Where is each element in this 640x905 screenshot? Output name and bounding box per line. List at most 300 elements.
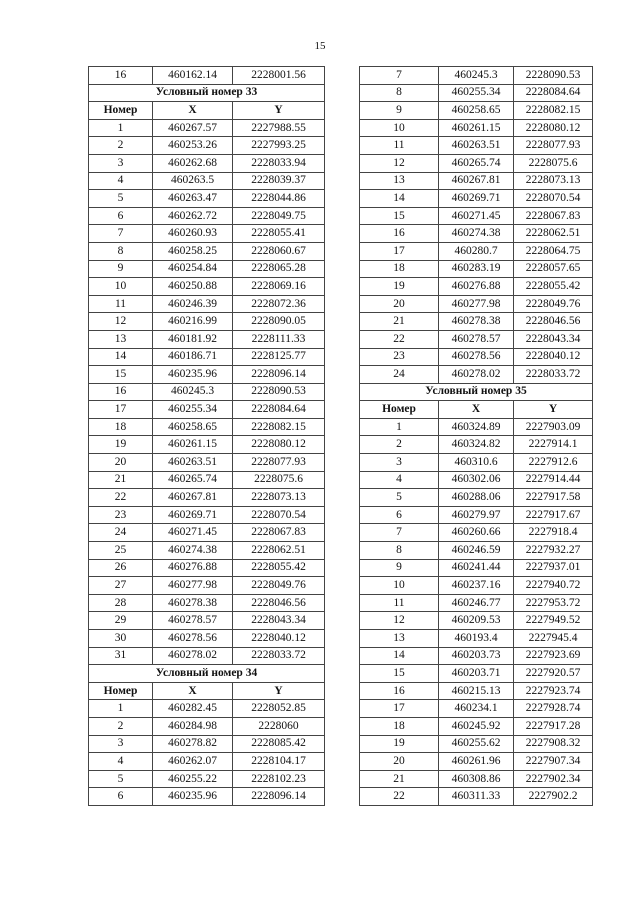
y-coordinate-cell: 2228084.64 [514, 84, 593, 102]
point-number-cell: 30 [89, 630, 153, 648]
point-number-cell: 2 [360, 436, 439, 454]
y-coordinate-cell: 2227937.01 [514, 559, 593, 577]
table-row [89, 542, 325, 560]
table-row [89, 577, 325, 595]
table-row [360, 542, 593, 560]
y-coordinate-cell: 2227928.74 [514, 700, 593, 718]
point-number-cell: 22 [360, 330, 439, 348]
x-coordinate-cell: 460237.16 [439, 577, 514, 595]
table-row [360, 436, 593, 454]
table-row [89, 295, 325, 313]
x-coordinate-cell: 460261.15 [439, 119, 514, 137]
x-coordinate-cell: 460278.02 [153, 647, 233, 665]
table-row [89, 471, 325, 489]
section-title-row [360, 383, 593, 401]
x-coordinate-cell: 460280.7 [439, 242, 514, 260]
x-coordinate-cell: 460267.57 [153, 119, 233, 137]
point-number-cell: 9 [89, 260, 153, 278]
x-coordinate-cell: 460263.47 [153, 190, 233, 208]
table-row [360, 506, 593, 524]
y-coordinate-cell: 2228070.54 [514, 190, 593, 208]
y-coordinate-cell: 2228046.56 [514, 313, 593, 331]
table-row [89, 418, 325, 436]
y-coordinate-cell: 2227914.1 [514, 436, 593, 454]
y-coordinate-cell: 2228073.13 [233, 489, 325, 507]
table-row [360, 137, 593, 155]
point-number-cell: 8 [360, 84, 439, 102]
table-row [360, 207, 593, 225]
table-row [89, 119, 325, 137]
point-number-cell: 17 [360, 700, 439, 718]
point-number-cell: 6 [360, 506, 439, 524]
table-row [89, 612, 325, 630]
x-coordinate-cell: 460283.19 [439, 260, 514, 278]
y-coordinate-cell: 2228082.15 [233, 418, 325, 436]
x-coordinate-cell: 460263.51 [439, 137, 514, 155]
x-coordinate-cell: 460245.92 [439, 717, 514, 735]
y-coordinate-cell: 2228080.12 [514, 119, 593, 137]
column-header-number: Номер [89, 682, 153, 700]
point-number-cell: 22 [89, 489, 153, 507]
x-coordinate-cell: 460265.74 [439, 154, 514, 172]
x-coordinate-cell: 460235.96 [153, 366, 233, 384]
x-coordinate-cell: 460278.56 [439, 348, 514, 366]
coordinates-table-left [88, 66, 325, 806]
point-number-cell: 7 [89, 225, 153, 243]
header-row [89, 682, 325, 700]
table-row [89, 788, 325, 806]
table-row [89, 366, 325, 384]
y-coordinate-cell: 2227907.34 [514, 753, 593, 771]
table-row [360, 260, 593, 278]
x-coordinate-cell: 460311.33 [439, 788, 514, 806]
point-number-cell: 5 [89, 770, 153, 788]
table-row [360, 172, 593, 190]
x-coordinate-cell: 460261.15 [153, 436, 233, 454]
point-number-cell: 11 [360, 594, 439, 612]
y-coordinate-cell: 2228033.72 [514, 366, 593, 384]
point-number-cell: 24 [360, 366, 439, 384]
y-coordinate-cell: 2228096.14 [233, 366, 325, 384]
point-number-cell: 13 [360, 630, 439, 648]
point-number-cell: 26 [89, 559, 153, 577]
point-number-cell: 11 [89, 295, 153, 313]
point-number-cell: 10 [360, 577, 439, 595]
table-row [360, 102, 593, 120]
x-coordinate-cell: 460245.3 [153, 383, 233, 401]
x-coordinate-cell: 460271.45 [439, 207, 514, 225]
table-row [360, 313, 593, 331]
x-coordinate-cell: 460241.44 [439, 559, 514, 577]
table-row [360, 278, 593, 296]
x-coordinate-cell: 460258.65 [153, 418, 233, 436]
x-coordinate-cell: 460271.45 [153, 524, 233, 542]
column-header-x: X [439, 401, 514, 419]
point-number-cell: 4 [89, 172, 153, 190]
point-number-cell: 12 [89, 313, 153, 331]
y-coordinate-cell: 2228085.42 [233, 735, 325, 753]
table-row [360, 753, 593, 771]
y-coordinate-cell: 2227988.55 [233, 119, 325, 137]
table-row [360, 559, 593, 577]
x-coordinate-cell: 460276.88 [153, 559, 233, 577]
point-number-cell: 12 [360, 612, 439, 630]
y-coordinate-cell: 2228065.28 [233, 260, 325, 278]
y-coordinate-cell: 2228039.37 [233, 172, 325, 190]
point-number-cell: 5 [360, 489, 439, 507]
y-coordinate-cell: 2228102.23 [233, 770, 325, 788]
y-coordinate-cell: 2227923.69 [514, 647, 593, 665]
table-body [89, 67, 325, 806]
point-number-cell: 16 [360, 682, 439, 700]
x-coordinate-cell: 460278.02 [439, 366, 514, 384]
point-number-cell: 1 [89, 119, 153, 137]
point-number-cell: 9 [360, 102, 439, 120]
coordinates-table-right [359, 66, 593, 806]
x-coordinate-cell: 460203.71 [439, 665, 514, 683]
x-coordinate-cell: 460324.82 [439, 436, 514, 454]
y-coordinate-cell: 2228104.17 [233, 753, 325, 771]
x-coordinate-cell: 460278.38 [439, 313, 514, 331]
point-number-cell: 14 [360, 190, 439, 208]
table-row [89, 559, 325, 577]
y-coordinate-cell: 2228043.34 [514, 330, 593, 348]
x-coordinate-cell: 460276.88 [439, 278, 514, 296]
y-coordinate-cell: 2228064.75 [514, 242, 593, 260]
y-coordinate-cell: 2228043.34 [233, 612, 325, 630]
y-coordinate-cell: 2228046.56 [233, 594, 325, 612]
point-number-cell: 13 [360, 172, 439, 190]
point-number-cell: 17 [89, 401, 153, 419]
y-coordinate-cell: 2228080.12 [233, 436, 325, 454]
x-coordinate-cell: 460261.96 [439, 753, 514, 771]
table-row [89, 524, 325, 542]
y-coordinate-cell: 2228044.86 [233, 190, 325, 208]
x-coordinate-cell: 460181.92 [153, 330, 233, 348]
table-row [360, 471, 593, 489]
point-number-cell: 1 [89, 700, 153, 718]
table-row [360, 647, 593, 665]
x-coordinate-cell: 460263.5 [153, 172, 233, 190]
table-row [89, 506, 325, 524]
y-coordinate-cell: 2227932.27 [514, 542, 593, 560]
y-coordinate-cell: 2228084.64 [233, 401, 325, 419]
y-coordinate-cell: 2228125.77 [233, 348, 325, 366]
x-coordinate-cell: 460274.38 [439, 225, 514, 243]
y-coordinate-cell: 2227903.09 [514, 418, 593, 436]
y-coordinate-cell: 2227953.72 [514, 594, 593, 612]
point-number-cell: 5 [89, 190, 153, 208]
y-coordinate-cell: 2228077.93 [514, 137, 593, 155]
table-row [360, 225, 593, 243]
point-number-cell: 7 [360, 67, 439, 85]
y-coordinate-cell: 2228090.53 [514, 67, 593, 85]
x-coordinate-cell: 460277.98 [153, 577, 233, 595]
point-number-cell: 1 [360, 418, 439, 436]
y-coordinate-cell: 2228001.56 [233, 67, 325, 85]
table-row [360, 454, 593, 472]
x-coordinate-cell: 460193.4 [439, 630, 514, 648]
x-coordinate-cell: 460262.07 [153, 753, 233, 771]
point-number-cell: 21 [89, 471, 153, 489]
table-row [89, 454, 325, 472]
y-coordinate-cell: 2228040.12 [514, 348, 593, 366]
table-row [360, 366, 593, 384]
table-row [89, 717, 325, 735]
point-number-cell: 2 [89, 717, 153, 735]
table-row [360, 242, 593, 260]
point-number-cell: 10 [89, 278, 153, 296]
x-coordinate-cell: 460186.71 [153, 348, 233, 366]
point-number-cell: 15 [360, 665, 439, 683]
x-coordinate-cell: 460265.74 [153, 471, 233, 489]
column-header-x: X [153, 102, 233, 120]
x-coordinate-cell: 460278.57 [439, 330, 514, 348]
table-row [360, 295, 593, 313]
x-coordinate-cell: 460216.99 [153, 313, 233, 331]
point-number-cell: 14 [360, 647, 439, 665]
point-number-cell: 19 [89, 436, 153, 454]
x-coordinate-cell: 460324.89 [439, 418, 514, 436]
point-number-cell: 22 [360, 788, 439, 806]
x-coordinate-cell: 460246.39 [153, 295, 233, 313]
x-coordinate-cell: 460255.34 [439, 84, 514, 102]
section-title-row [89, 84, 325, 102]
point-number-cell: 28 [89, 594, 153, 612]
point-number-cell: 6 [89, 788, 153, 806]
section-title: Условный номер 34 [89, 665, 325, 683]
x-coordinate-cell: 460255.22 [153, 770, 233, 788]
point-number-cell: 8 [360, 542, 439, 560]
y-coordinate-cell: 2228055.42 [233, 559, 325, 577]
point-number-cell: 11 [360, 137, 439, 155]
x-coordinate-cell: 460209.53 [439, 612, 514, 630]
point-number-cell: 29 [89, 612, 153, 630]
table-row [89, 207, 325, 225]
point-number-cell: 12 [360, 154, 439, 172]
x-coordinate-cell: 460255.62 [439, 735, 514, 753]
column-header-y: Y [233, 682, 325, 700]
x-coordinate-cell: 460258.65 [439, 102, 514, 120]
point-number-cell: 14 [89, 348, 153, 366]
column-header-x: X [153, 682, 233, 700]
table-row [89, 383, 325, 401]
point-number-cell: 20 [360, 753, 439, 771]
x-coordinate-cell: 460246.77 [439, 594, 514, 612]
header-row [360, 401, 593, 419]
table-row [360, 717, 593, 735]
y-coordinate-cell: 2228067.83 [233, 524, 325, 542]
x-coordinate-cell: 460162.14 [153, 67, 233, 85]
x-coordinate-cell: 460267.81 [153, 489, 233, 507]
table-row [360, 84, 593, 102]
y-coordinate-cell: 2228040.12 [233, 630, 325, 648]
x-coordinate-cell: 460269.71 [153, 506, 233, 524]
x-coordinate-cell: 460245.3 [439, 67, 514, 85]
table-row [89, 770, 325, 788]
x-coordinate-cell: 460203.73 [439, 647, 514, 665]
table-row [89, 735, 325, 753]
x-coordinate-cell: 460260.93 [153, 225, 233, 243]
point-number-cell: 19 [360, 278, 439, 296]
table-row [89, 700, 325, 718]
x-coordinate-cell: 460277.98 [439, 295, 514, 313]
y-coordinate-cell: 2227902.2 [514, 788, 593, 806]
point-number-cell: 2 [89, 137, 153, 155]
point-number-cell: 24 [89, 524, 153, 542]
y-coordinate-cell: 2227914.44 [514, 471, 593, 489]
table-row [89, 154, 325, 172]
table-row [89, 225, 325, 243]
y-coordinate-cell: 2227917.58 [514, 489, 593, 507]
table-row [360, 119, 593, 137]
table-row [360, 577, 593, 595]
y-coordinate-cell: 2227917.28 [514, 717, 593, 735]
point-number-cell: 3 [89, 154, 153, 172]
x-coordinate-cell: 460308.86 [439, 770, 514, 788]
table-row [89, 436, 325, 454]
x-coordinate-cell: 460282.45 [153, 700, 233, 718]
table-row [89, 137, 325, 155]
table-row [89, 260, 325, 278]
table-row [360, 770, 593, 788]
point-number-cell: 23 [89, 506, 153, 524]
table-row [360, 612, 593, 630]
table-row [360, 190, 593, 208]
point-number-cell: 18 [360, 260, 439, 278]
y-coordinate-cell: 2228049.76 [233, 577, 325, 595]
table-row [360, 682, 593, 700]
table-row [89, 330, 325, 348]
table-row [89, 647, 325, 665]
point-number-cell: 13 [89, 330, 153, 348]
y-coordinate-cell: 2228062.51 [514, 225, 593, 243]
table-row [89, 172, 325, 190]
y-coordinate-cell: 2227918.4 [514, 524, 593, 542]
table-row [360, 700, 593, 718]
table-row [89, 278, 325, 296]
point-number-cell: 27 [89, 577, 153, 595]
x-coordinate-cell: 460262.68 [153, 154, 233, 172]
point-number-cell: 21 [360, 770, 439, 788]
point-number-cell: 20 [89, 454, 153, 472]
y-coordinate-cell: 2228096.14 [233, 788, 325, 806]
x-coordinate-cell: 460262.72 [153, 207, 233, 225]
table-row [360, 594, 593, 612]
point-number-cell: 8 [89, 242, 153, 260]
table-row [89, 242, 325, 260]
y-coordinate-cell: 2228070.54 [233, 506, 325, 524]
y-coordinate-cell: 2227908.32 [514, 735, 593, 753]
y-coordinate-cell: 2228052.85 [233, 700, 325, 718]
point-number-cell: 31 [89, 647, 153, 665]
point-number-cell: 6 [89, 207, 153, 225]
y-coordinate-cell: 2227923.74 [514, 682, 593, 700]
header-row [89, 102, 325, 120]
y-coordinate-cell: 2228082.15 [514, 102, 593, 120]
column-header-y: Y [514, 401, 593, 419]
x-coordinate-cell: 460278.38 [153, 594, 233, 612]
x-coordinate-cell: 460288.06 [439, 489, 514, 507]
y-coordinate-cell: 2227945.4 [514, 630, 593, 648]
y-coordinate-cell: 2227920.57 [514, 665, 593, 683]
y-coordinate-cell: 2228033.94 [233, 154, 325, 172]
y-coordinate-cell: 2228077.93 [233, 454, 325, 472]
point-number-cell: 18 [89, 418, 153, 436]
x-coordinate-cell: 460278.82 [153, 735, 233, 753]
x-coordinate-cell: 460253.26 [153, 137, 233, 155]
x-coordinate-cell: 460274.38 [153, 542, 233, 560]
x-coordinate-cell: 460258.25 [153, 242, 233, 260]
y-coordinate-cell: 2228075.6 [514, 154, 593, 172]
y-coordinate-cell: 2228049.75 [233, 207, 325, 225]
x-coordinate-cell: 460279.97 [439, 506, 514, 524]
x-coordinate-cell: 460235.96 [153, 788, 233, 806]
point-number-cell: 15 [89, 366, 153, 384]
y-coordinate-cell: 2228060.67 [233, 242, 325, 260]
table-row [360, 418, 593, 436]
y-coordinate-cell: 2228060 [233, 717, 325, 735]
table-row [360, 154, 593, 172]
y-coordinate-cell: 2228067.83 [514, 207, 593, 225]
point-number-cell: 23 [360, 348, 439, 366]
point-number-cell: 9 [360, 559, 439, 577]
x-coordinate-cell: 460278.57 [153, 612, 233, 630]
y-coordinate-cell: 2228033.72 [233, 647, 325, 665]
section-title-row [89, 665, 325, 683]
table-row [360, 665, 593, 683]
x-coordinate-cell: 460267.81 [439, 172, 514, 190]
y-coordinate-cell: 2228073.13 [514, 172, 593, 190]
y-coordinate-cell: 2228072.36 [233, 295, 325, 313]
table-row [360, 524, 593, 542]
table-row [360, 348, 593, 366]
y-coordinate-cell: 2228057.65 [514, 260, 593, 278]
table-row [360, 630, 593, 648]
x-coordinate-cell: 460260.66 [439, 524, 514, 542]
table-body [360, 67, 593, 806]
table-row [89, 313, 325, 331]
column-header-number: Номер [89, 102, 153, 120]
y-coordinate-cell: 2228055.42 [514, 278, 593, 296]
x-coordinate-cell: 460284.98 [153, 717, 233, 735]
point-number-cell: 20 [360, 295, 439, 313]
point-number-cell: 15 [360, 207, 439, 225]
table-row [89, 401, 325, 419]
y-coordinate-cell: 2227940.72 [514, 577, 593, 595]
x-coordinate-cell: 460254.84 [153, 260, 233, 278]
table-row [360, 489, 593, 507]
x-coordinate-cell: 460263.51 [153, 454, 233, 472]
point-number-cell: 3 [89, 735, 153, 753]
x-coordinate-cell: 460269.71 [439, 190, 514, 208]
column-header-number: Номер [360, 401, 439, 419]
point-number-cell: 19 [360, 735, 439, 753]
y-coordinate-cell: 2227949.52 [514, 612, 593, 630]
x-coordinate-cell: 460302.06 [439, 471, 514, 489]
x-coordinate-cell: 460246.59 [439, 542, 514, 560]
point-number-cell: 21 [360, 313, 439, 331]
table-row [89, 753, 325, 771]
point-number-cell: 4 [89, 753, 153, 771]
point-number-cell: 3 [360, 454, 439, 472]
point-number-cell: 7 [360, 524, 439, 542]
y-coordinate-cell: 2227993.25 [233, 137, 325, 155]
x-coordinate-cell: 460278.56 [153, 630, 233, 648]
column-header-y: Y [233, 102, 325, 120]
y-coordinate-cell: 2228090.53 [233, 383, 325, 401]
y-coordinate-cell: 2228111.33 [233, 330, 325, 348]
